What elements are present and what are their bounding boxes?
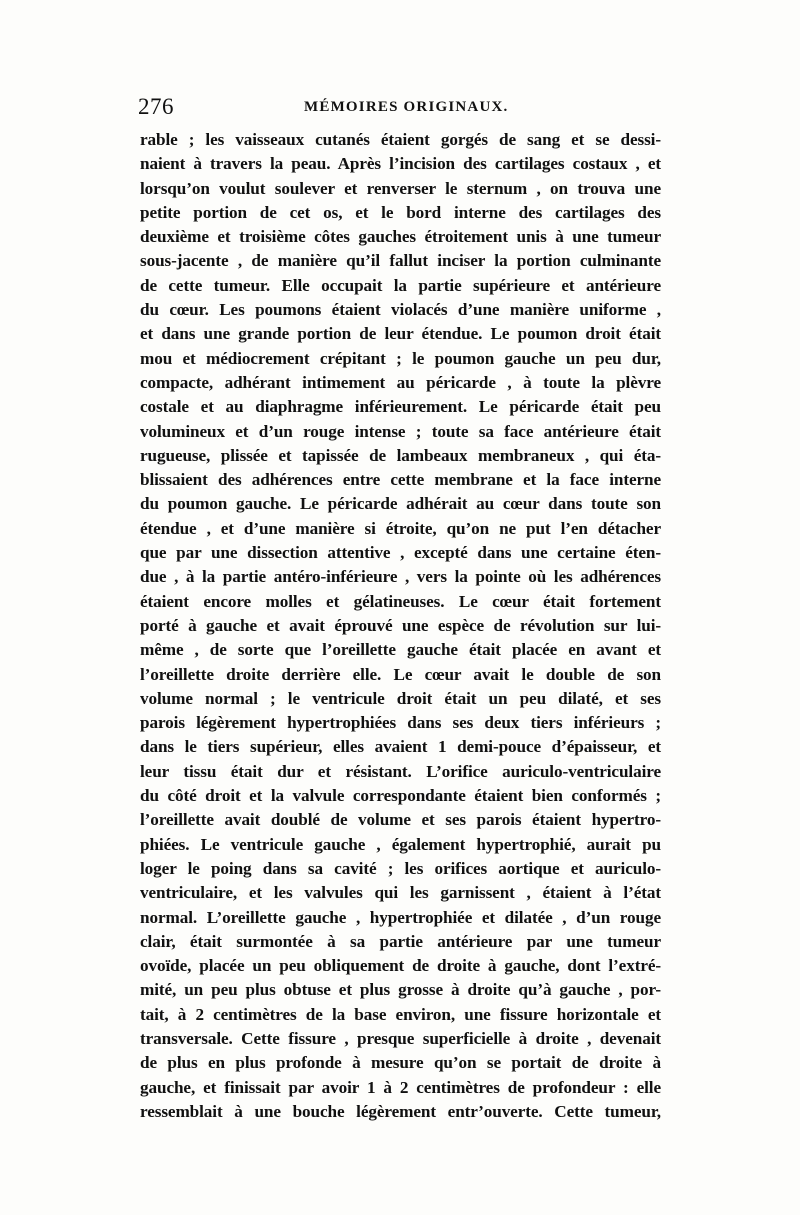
text-line: ovoïde, placée un peu obliquement de droite à gauche, dont l’extré-: [140, 956, 661, 976]
text-line: blissaient des adhérences entre cette membrane et la face interne: [140, 470, 661, 490]
text-line: rable ; les vaisseaux cutanés étaient gorgés de sang et se dessi-: [140, 130, 661, 149]
text-line: mité, un peu plus obtuse et plus grosse à droite qu’à gauche , por-: [140, 980, 661, 1000]
text-line: parois légèrement hypertrophiées dans ses deux tiers inférieurs ;: [140, 713, 661, 733]
text-line: leur tissu était dur et résistant. L’orifice auriculo-ventriculaire: [140, 761, 661, 781]
text-line: volumineux et d’un rouge intense ; toute sa face antérieure était: [140, 421, 661, 441]
text-line: du côté droit et la valvule correspondante étaient bien conformés ;: [140, 786, 661, 806]
text-line: loger le poing dans sa cavité ; les orifices aortique et auriculo-: [140, 858, 661, 878]
running-title: MÉMOIRES ORIGINAUX.: [304, 99, 509, 115]
text-line: ressemblait à une bouche légèrement entr’ouverte. Cette tumeur,: [140, 1101, 661, 1121]
running-head: [138, 94, 658, 124]
text-line: ventriculaire, et les valvules qui les garnissent , étaient à l’état: [140, 883, 661, 903]
text-line: et dans une grande portion de leur étendue. Le poumon droit était: [140, 324, 661, 344]
text-line: l’oreillette avait doublé de volume et ses parois étaient hypertro-: [140, 810, 661, 830]
text-line: compacte, adhérant intimement au péricarde , à toute la plèvre: [140, 372, 661, 392]
text-line: costale et au diaphragme inférieurement. Le péricarde était peu: [140, 397, 661, 417]
text-line: lorsqu’on voulut soulever et renverser le sternum , on trouva une: [140, 178, 661, 198]
text-line: que par une dissection attentive , excepté dans une certaine éten-: [140, 543, 661, 563]
text-line: de cette tumeur. Elle occupait la partie supérieure et antérieure: [140, 275, 661, 295]
page-number: 276: [138, 94, 174, 119]
text-line: naient à travers la peau. Après l’incision des cartilages costaux , et: [140, 154, 661, 174]
text-line: tait, à 2 centimètres de la base environ, une fissure horizontale et: [140, 1004, 661, 1024]
text-line: normal. L’oreillette gauche , hypertrophiée et dilatée , d’un rouge: [140, 907, 661, 927]
text-line: clair, était surmontée à sa partie antérieure par une tumeur: [140, 931, 661, 951]
text-line: de plus en plus profonde à mesure qu’on se portait de droite à: [140, 1053, 661, 1073]
text-line: phiées. Le ventricule gauche , également hypertrophié, aurait pu: [140, 834, 661, 854]
text-line: dans le tiers supérieur, elles avaient 1 demi-pouce d’épaisseur, et: [140, 737, 661, 757]
text-line: l’oreillette droite derrière elle. Le cœur avait le double de son: [140, 664, 661, 684]
text-line: gauche, et finissait par avoir 1 à 2 centimètres de profondeur : elle: [140, 1077, 661, 1097]
text-line: rugueuse, plissée et tapissée de lambeaux membraneux , qui éta-: [140, 445, 661, 465]
text-line: petite portion de cet os, et le bord interne des cartilages des: [140, 202, 661, 222]
text-line: étaient encore molles et gélatineuses. Le cœur était fortement: [140, 591, 661, 611]
text-line: du cœur. Les poumons étaient violacés d’une manière uniforme ,: [140, 300, 661, 320]
text-line: deuxième et troisième côtes gauches étroitement unis à une tumeur: [140, 227, 661, 247]
text-line: volume normal ; le ventricule droit était un peu dilaté, et ses: [140, 688, 661, 708]
text-line: due , à la partie antéro-inférieure , vers la pointe où les adhérences: [140, 567, 661, 587]
text-line: porté à gauche et avait éprouvé une espèce de révolution sur lui-: [140, 615, 661, 635]
text-line: mou et médiocrement crépitant ; le poumon gauche un peu dur,: [140, 348, 661, 368]
text-line: même , de sorte que l’oreillette gauche était placée en avant et: [140, 640, 661, 660]
text-line: transversale. Cette fissure , presque superficielle à droite , devenait: [140, 1028, 661, 1048]
text-line: du poumon gauche. Le péricarde adhérait au cœur dans toute son: [140, 494, 661, 514]
text-line: sous-jacente , de manière qu’il fallut inciser la portion culminante: [140, 251, 661, 271]
body-text: [140, 128, 661, 1124]
text-line: étendue , et d’une manière si étroite, qu’on ne put l’en détacher: [140, 518, 661, 538]
